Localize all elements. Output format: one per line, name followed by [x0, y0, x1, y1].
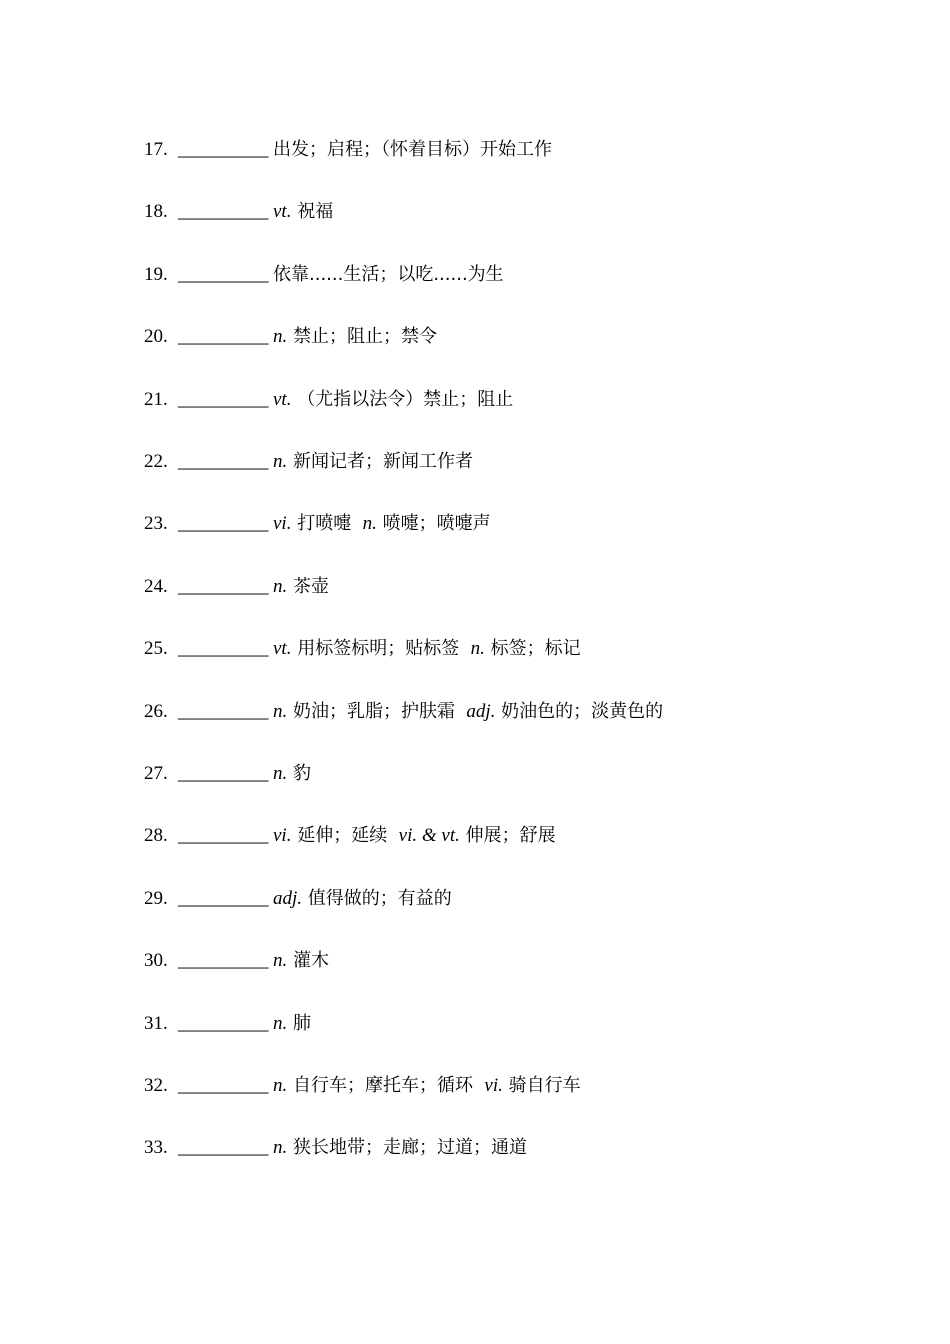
- part-of-speech: n.: [273, 1137, 288, 1159]
- vocab-item: [144, 635, 581, 663]
- part-of-speech: n.: [273, 1012, 288, 1034]
- definition: [273, 698, 663, 726]
- item-number: 19.: [144, 263, 168, 285]
- chinese-meaning: 奶油色的；淡黄色的: [495, 700, 664, 722]
- answer-blank[interactable]: __________: [178, 638, 268, 660]
- vocab-item: [144, 136, 552, 164]
- item-number: 32.: [144, 1075, 168, 1096]
- item-number: 26.: [144, 700, 168, 722]
- item-number: 28.: [144, 825, 168, 847]
- vocab-item: [144, 1072, 581, 1100]
- definition: [273, 947, 329, 975]
- vocab-item: [144, 1134, 527, 1162]
- chinese-meaning: 用标签标明；贴标签: [291, 638, 471, 660]
- vocab-item: [144, 822, 556, 850]
- answer-blank[interactable]: __________: [178, 950, 268, 972]
- chinese-meaning: 祝福: [291, 201, 334, 223]
- vocab-item: [144, 198, 333, 226]
- chinese-meaning: 伸展；舒展: [459, 825, 556, 847]
- answer-blank[interactable]: __________: [178, 825, 268, 847]
- vocab-item: [144, 261, 504, 289]
- chinese-meaning: 值得做的；有益的: [302, 887, 452, 909]
- answer-blank[interactable]: __________: [178, 263, 268, 285]
- definition: [273, 885, 452, 913]
- item-number: 30.: [144, 950, 168, 972]
- part-of-speech: n.: [273, 700, 288, 722]
- definition: [273, 261, 504, 289]
- definition: [273, 1010, 311, 1038]
- vocab-item: [144, 1010, 311, 1038]
- part-of-speech: adj.: [466, 700, 496, 722]
- answer-blank[interactable]: __________: [178, 575, 268, 597]
- chinese-meaning: 延伸；延续: [291, 825, 399, 847]
- answer-blank[interactable]: __________: [178, 700, 268, 722]
- definition: [273, 822, 556, 850]
- chinese-meaning: 豹: [287, 763, 311, 784]
- item-number: 17.: [144, 139, 168, 160]
- item-number: 27.: [144, 763, 168, 784]
- chinese-meaning: 新闻记者；新闻工作者: [287, 451, 473, 472]
- chinese-meaning: 自行车；摩托车；循环: [287, 1075, 485, 1096]
- definition: [273, 386, 513, 414]
- part-of-speech: vi. & vt.: [398, 825, 460, 847]
- part-of-speech: n.: [470, 638, 485, 660]
- vocab-item: [144, 323, 437, 351]
- item-number: 21.: [144, 388, 168, 410]
- vocab-item: [144, 760, 311, 788]
- vocab-item: [144, 947, 329, 975]
- vocab-item: [144, 698, 663, 726]
- definition: [273, 323, 437, 351]
- definition: [273, 448, 473, 476]
- chinese-meaning: （尤指以法令）禁止；阻止: [291, 388, 514, 410]
- item-number: 33.: [144, 1137, 168, 1159]
- answer-blank[interactable]: __________: [178, 326, 268, 348]
- part-of-speech: n.: [273, 575, 288, 597]
- part-of-speech: vi.: [273, 513, 292, 535]
- item-number: 24.: [144, 575, 168, 597]
- answer-blank[interactable]: __________: [178, 1075, 268, 1096]
- vocab-item: [144, 573, 329, 601]
- definition: [273, 510, 491, 538]
- part-of-speech: adj.: [273, 887, 303, 909]
- chinese-meaning: 狭长地带；走廊；过道；通道: [287, 1137, 527, 1159]
- part-of-speech: vi.: [273, 825, 292, 847]
- vocab-item: [144, 885, 452, 913]
- part-of-speech: n.: [273, 1075, 288, 1096]
- chinese-meaning: 出发；启程；（怀着目标）开始工作: [273, 139, 552, 160]
- chinese-meaning: 标签；标记: [484, 638, 581, 660]
- chinese-meaning: 奶油；乳脂；护肤霜: [287, 700, 467, 722]
- item-number: 31.: [144, 1012, 168, 1034]
- chinese-meaning: 依靠......生活；以吃......为生: [273, 263, 504, 285]
- vocab-item: [144, 510, 491, 538]
- answer-blank[interactable]: __________: [178, 201, 268, 223]
- chinese-meaning: 打喷嚏: [291, 513, 363, 535]
- answer-blank[interactable]: __________: [178, 388, 268, 410]
- item-number: 25.: [144, 638, 168, 660]
- answer-blank[interactable]: __________: [178, 1137, 268, 1159]
- part-of-speech: n.: [273, 326, 288, 348]
- vocab-item: [144, 386, 513, 414]
- chinese-meaning: 禁止；阻止；禁令: [287, 326, 437, 348]
- item-number: 18.: [144, 201, 168, 223]
- definition: [273, 1134, 527, 1162]
- answer-blank[interactable]: __________: [178, 887, 268, 909]
- part-of-speech: vt.: [273, 201, 292, 223]
- answer-blank[interactable]: __________: [178, 451, 268, 472]
- item-number: 22.: [144, 451, 168, 472]
- definition: [273, 573, 329, 601]
- part-of-speech: vi.: [484, 1075, 503, 1096]
- chinese-meaning: 茶壶: [287, 575, 329, 597]
- answer-blank[interactable]: __________: [178, 513, 268, 535]
- part-of-speech: vt.: [273, 388, 292, 410]
- part-of-speech: vt.: [273, 638, 292, 660]
- chinese-meaning: 灌木: [287, 950, 329, 972]
- definition: [273, 198, 333, 226]
- vocab-item: [144, 448, 473, 476]
- part-of-speech: n.: [362, 513, 377, 535]
- definition: [273, 1072, 581, 1100]
- answer-blank[interactable]: __________: [178, 139, 268, 160]
- chinese-meaning: 骑自行车: [502, 1075, 581, 1096]
- chinese-meaning: 喷嚏；喷嚏声: [376, 513, 491, 535]
- part-of-speech: n.: [273, 950, 288, 972]
- chinese-meaning: 肺: [287, 1012, 311, 1034]
- definition: [273, 760, 311, 788]
- definition: [273, 136, 552, 164]
- answer-blank[interactable]: __________: [178, 763, 268, 784]
- definition: [273, 635, 581, 663]
- part-of-speech: n.: [273, 763, 288, 784]
- item-number: 29.: [144, 887, 168, 909]
- item-number: 20.: [144, 326, 168, 348]
- answer-blank[interactable]: __________: [178, 1012, 268, 1034]
- part-of-speech: n.: [273, 451, 288, 472]
- item-number: 23.: [144, 513, 168, 535]
